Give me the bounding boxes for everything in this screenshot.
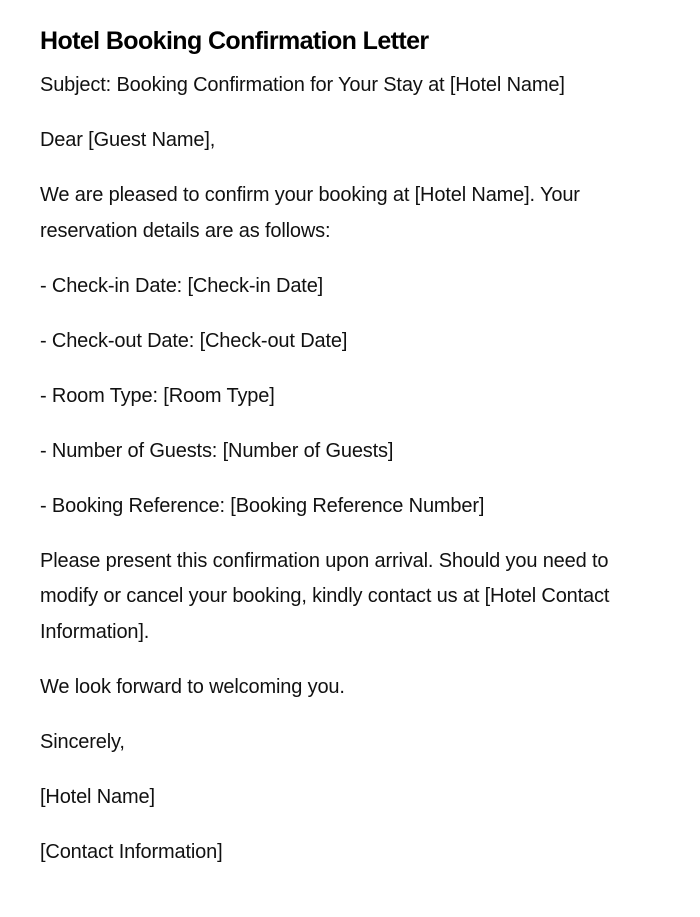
instructions-paragraph: Please present this confirmation upon arrival. Should you need to modify or cancel your booking, kindly contact us at [Hotel Contact Information]. (40, 549, 610, 643)
closing-line: We look forward to welcoming you. (40, 675, 345, 698)
signature-hotel-name: [Hotel Name] (40, 785, 155, 808)
signature-contact-information: [Contact Information] (40, 840, 223, 863)
sign-off: Sincerely, (40, 730, 125, 753)
detail-check-in: - Check-in Date: [Check-in Date] (40, 274, 324, 297)
detail-booking-reference: - Booking Reference: [Booking Reference Number] (40, 494, 485, 517)
document-title: Hotel Booking Confirmation Letter (40, 27, 429, 55)
salutation: Dear [Guest Name], (40, 129, 216, 151)
detail-number-of-guests: - Number of Guests: [Number of Guests] (40, 439, 394, 462)
detail-check-out: - Check-out Date: [Check-out Date] (40, 329, 348, 352)
intro-paragraph: We are pleased to confirm your booking at [Hotel Name]. Your reservation details are as follows: (40, 184, 580, 242)
detail-room-type: - Room Type: [Room Type] (40, 384, 275, 407)
subject-line: Subject: Booking Confirmation for Your Stay at [Hotel Name] (40, 74, 565, 96)
